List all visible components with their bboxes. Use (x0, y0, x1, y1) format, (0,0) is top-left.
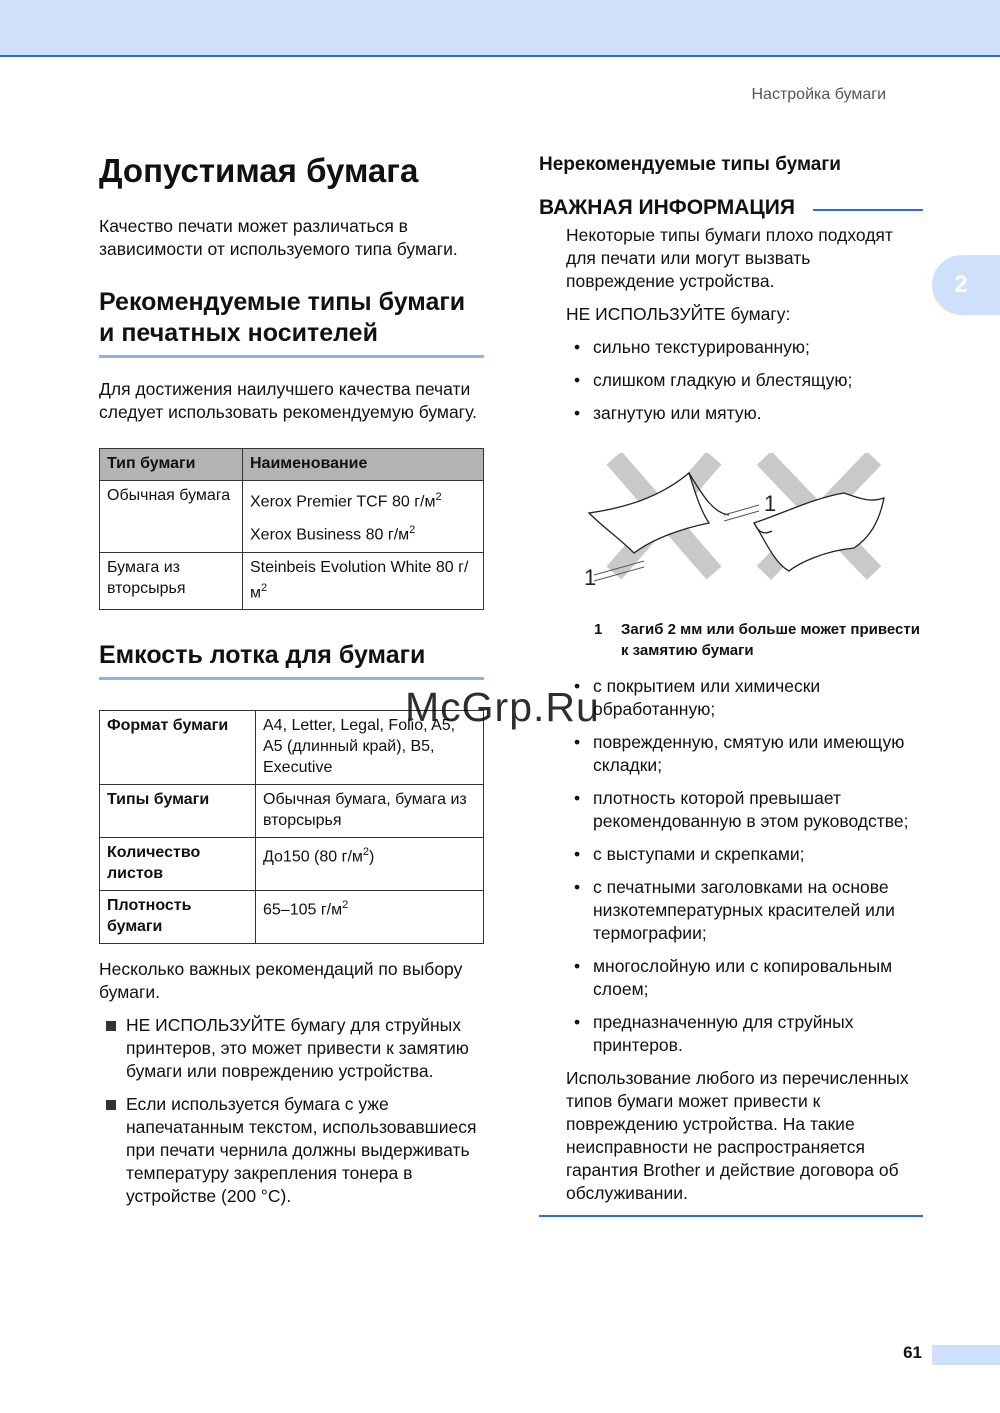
tray-capacity-table (99, 710, 484, 944)
table-row (100, 481, 484, 553)
table-cell: 65–105 $г/м^2$ (256, 890, 484, 943)
callout-label: 1 (584, 565, 597, 590)
figure-caption (594, 619, 923, 661)
important-header (539, 196, 923, 220)
recommended-paper-table (99, 448, 484, 610)
curled-paper-illustration (584, 453, 914, 603)
watermark: McGrp.Ru (405, 684, 600, 730)
table-cell: Типы бумаги (100, 784, 256, 837)
important-rule (813, 209, 923, 211)
table-header: Наименование (243, 449, 484, 481)
table-row (100, 552, 484, 609)
important-text: Некоторые типы бумаги плохо подходят для печати или могут вызвать повреждение устройства. (566, 225, 893, 291)
list-item: • загнутую или мятую. (566, 402, 923, 425)
page-tab (932, 1345, 1000, 1365)
important-end-rule (539, 1215, 923, 1217)
unsuitable-list (566, 336, 923, 425)
callout-label: 1 (764, 491, 777, 516)
unsuitable-heading: Нерекомендуемые типы бумаги (539, 154, 841, 175)
table-cell: До150 (80 $г/м^2$) (256, 837, 484, 890)
tips-text: Несколько важных рекомендаций по выбору бумаги. (99, 958, 463, 1002)
section-heading-recommended: Рекомендуемые типы бумаги и печатных носителей (99, 288, 466, 347)
chapter-number: 2 (954, 271, 968, 298)
page-number: 61 (903, 1343, 922, 1362)
important-label: ВАЖНАЯ ИНФОРМАЦИЯ (539, 196, 795, 219)
list-item: • предназначенную для струйных принтеров. (566, 1011, 923, 1057)
list-item: • с выступами и скрепками; (566, 843, 923, 866)
paper-name: Xerox Premier TCF 80 $г/м^2$ (250, 491, 442, 511)
list-item: • поврежденную, смятую или имеющую складки; (566, 731, 923, 777)
list-item: • слишком гладкую и блестящую; (566, 369, 923, 392)
running-head: Настройка бумаги (751, 86, 886, 103)
intro-text: Качество печати может различаться в зависимости от используемого типа бумаги. (99, 216, 458, 259)
table-row (100, 784, 484, 837)
table-header: Тип бумаги (100, 449, 243, 481)
caption-number: 1 (594, 621, 603, 638)
tips-list (99, 1014, 484, 1208)
table-cell: Бумага из вторсырья (100, 552, 243, 609)
unsuitable-list-more (566, 675, 923, 1057)
page-title: Допустимая бумага (99, 152, 419, 189)
do-not-use-text: НЕ ИСПОЛЬЗУЙТЕ бумагу: (566, 304, 791, 324)
top-bar (0, 0, 1000, 57)
list-item: • плотность которой превышает рекомендованную в этом руководстве; (566, 787, 923, 833)
list-item: • многослойную или с копировальным слоем; (566, 955, 923, 1001)
table-row (100, 890, 484, 943)
recommended-text: Для достижения наилучшего качества печати следует использовать рекомендуемую бумагу. (99, 379, 477, 422)
table-cell: Обычная бумага (100, 481, 243, 553)
section-heading-capacity: Емкость лотка для бумаги (99, 640, 426, 669)
table-cell: Количество листов (100, 837, 256, 890)
list-item: НЕ ИСПОЛЬЗУЙТЕ бумагу для струйных принтеров, это может привести к замятию бумаги или повреждению устройства. (99, 1014, 484, 1083)
table-header-row (100, 449, 484, 481)
paper-name: Xerox Business 80 $г/м^2$ (250, 524, 416, 544)
section-rule (99, 355, 484, 358)
list-item: • с покрытием или химически обработанную; (566, 675, 923, 721)
chapter-tab (932, 255, 1000, 315)
table-cell (243, 481, 484, 553)
table-cell: Обычная бумага, бумага из вторсырья (256, 784, 484, 837)
list-item: Если используется бумага с уже напечатанным текстом, использовавшиеся при печати чернила должны выдерживать температуру закрепления тонера в устройстве (200 °C). (99, 1093, 484, 1208)
list-item: • с печатными заголовками на основе низкотемпературных красителей или термографии; (566, 876, 923, 945)
conclusion-text: Использование любого из перечисленных типов бумаги может привести к повреждению устройства. На такие неисправности не распространяется гарантия Brother и действие договора об обслуживании. (566, 1068, 909, 1203)
section-rule (99, 677, 484, 680)
table-cell: Формат бумаги (100, 710, 256, 784)
table-row (100, 837, 484, 890)
table-cell: Steinbeis Evolution White 80 $г/м^2$ (243, 552, 484, 609)
table-cell: Плотность бумаги (100, 890, 256, 943)
list-item: • сильно текстурированную; (566, 336, 923, 359)
table-cell: A4, Letter, Legal, Folio, A5, A5 (длинный край), B5, Executive (256, 710, 484, 784)
caption-text: Загиб 2 мм или больше может привести к замятию бумаги (621, 621, 920, 659)
